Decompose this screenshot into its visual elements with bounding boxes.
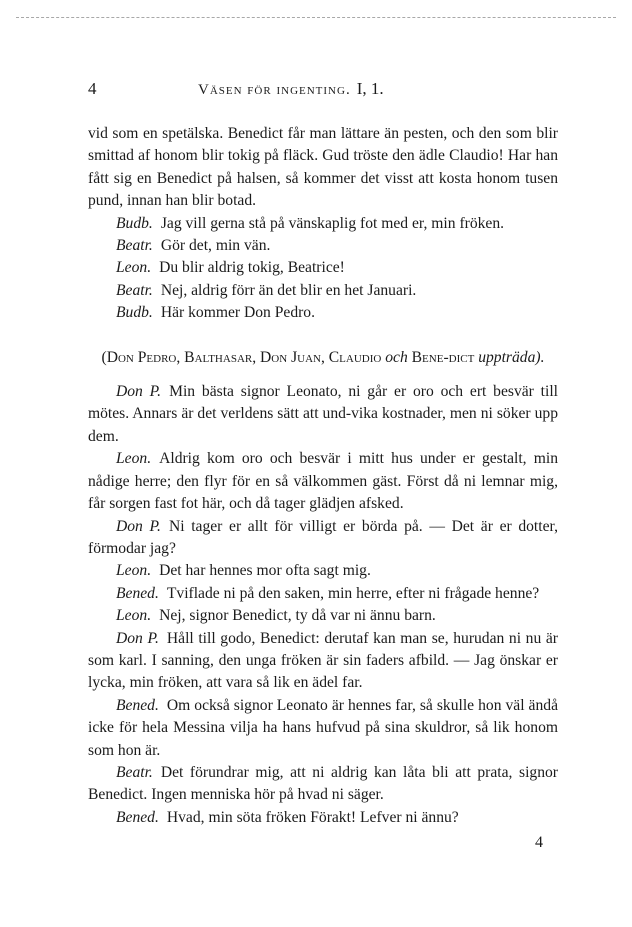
speech-text: Nej, signor Benedict, ty då var ni ännu barn.: [159, 607, 436, 625]
speech-text: Det förundrar mig, att ni aldrig kan låta bli att prata, signor Benedict. Ingen menniska hör på hvad ni säger.: [88, 763, 558, 804]
speaker: Leon.: [116, 450, 152, 468]
spacer: [88, 325, 558, 347]
speech-text: Aldrig kom oro och besvär i mitt hus under er gestalt, min nådige herre; den flyr för en så välkommen gäst. Först då ni lemnar mig, får sorgen fast fot här, och då tager glädjen afsked.: [88, 450, 558, 513]
speech-14: [88, 762, 558, 807]
speech-11: [88, 605, 558, 627]
speech-text: Du blir aldrig tokig, Beatrice!: [159, 259, 345, 277]
speaker: Bened.: [116, 808, 159, 826]
stage-last-name: Bene-dict: [411, 348, 475, 366]
speech-1: [88, 213, 558, 235]
speech-text: Jag vill gerna stå på vänskaplig fot med er, min fröken.: [160, 214, 505, 232]
speaker: Beatr.: [116, 281, 153, 299]
speech-0: [88, 123, 558, 213]
speaker: Bened.: [116, 696, 159, 714]
speech-text: vid som en spetälska. Benedict får man lättare än pesten, och den som blir smittad af honom blir tokig på fläck. Gud tröste den ädle Claudio! Har han fått sig en Benedict på halsen, så kommer det visst att kosta honom tusen pund, innan han blir botad.: [88, 125, 558, 210]
running-title-text: Väsen för ingenting.: [198, 82, 351, 98]
act-scene: I, 1.: [356, 79, 384, 98]
speech-2: [88, 235, 558, 257]
speaker: Leon.: [116, 259, 152, 277]
page-text: [88, 123, 558, 829]
speaker: Budb.: [116, 214, 153, 232]
speech-8: [88, 516, 558, 561]
page-number: 4: [88, 79, 97, 98]
speech-13: [88, 695, 558, 762]
speaker: Leon.: [116, 562, 152, 580]
speech-text: Ni tager er allt för villigt er börda på. — Det är er dotter, förmodar jag?: [88, 517, 558, 557]
speaker: Leon.: [116, 607, 152, 625]
speech-10: [88, 583, 558, 605]
speech-6: [88, 381, 558, 448]
signature-mark: 4: [535, 834, 543, 851]
speech-text: Gör det, min vän.: [160, 237, 271, 255]
speech-12: [88, 628, 558, 695]
stage-open-paren: (: [101, 348, 107, 366]
speaker: Bened.: [116, 584, 159, 602]
speech-4: [88, 280, 558, 302]
top-rule: [16, 17, 616, 18]
speech-text: Nej, aldrig förr än det blir en het Januari.: [160, 281, 417, 299]
stage-action: uppträda).: [478, 348, 545, 366]
speech-5: [88, 302, 558, 324]
speech-text: Tviflade ni på den saken, min herre, efter ni frågade henne?: [166, 584, 540, 602]
speech-text: Min bästa signor Leonato, ni går er oro och ert besvär till mötes. Annars är det verldens sätt att und-vika kostnader, men ni söker upp dem.: [88, 383, 558, 445]
speech-text: Om också signor Leonato är hennes far, så skulle hon väl ändå icke för hela Messina vilja ha hans hufvud på sina skuldror, så lik honom som hon är.: [88, 696, 558, 759]
stage-direction: [88, 347, 558, 369]
spacer: [88, 369, 558, 381]
speaker: Beatr.: [116, 763, 153, 781]
speech-text: Här kommer Don Pedro.: [160, 304, 315, 322]
stage-names: Don Pedro, Balthasar, Don Juan, Claudio: [106, 348, 382, 366]
speech-3: [88, 257, 558, 279]
speaker: Budb.: [116, 304, 153, 322]
stage-och: och: [385, 348, 408, 366]
speaker: Don P.: [116, 517, 161, 535]
speech-text: Hvad, min söta fröken Förakt! Lefver ni ännu?: [166, 808, 459, 826]
speaker: Beatr.: [116, 237, 153, 255]
running-header: [88, 79, 558, 99]
speech-text: Håll till godo, Benedict: derutaf kan man se, hurudan ni nu är som karl. I sanning, den unga fröken är sin faders afbild. — Jag önskar er lycka, min fröken, att vara så lik en ädel far.: [88, 629, 558, 692]
speaker: Don P.: [116, 383, 162, 401]
speech-7: [88, 448, 558, 515]
running-title: [198, 79, 384, 99]
speech-9: [88, 560, 558, 582]
speech-15: [88, 807, 558, 829]
speaker: Don P.: [116, 629, 159, 647]
speech-text: Det har hennes mor ofta sagt mig.: [159, 562, 371, 580]
